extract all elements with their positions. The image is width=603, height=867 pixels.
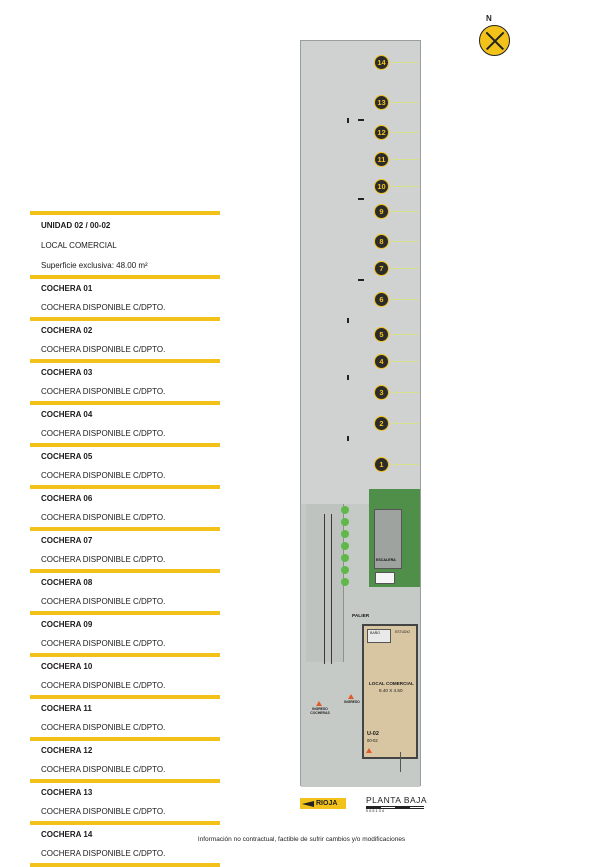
garage-detail: COCHERA DISPONIBLE C/DPTO. [41, 807, 166, 816]
garage-list [30, 275, 220, 867]
parking-spot-line [391, 102, 419, 103]
garage-title: COCHERA 13 [41, 788, 93, 797]
street-name: RIOJA [316, 800, 338, 807]
hedge [341, 530, 349, 538]
garage-title: COCHERA 05 [41, 452, 93, 461]
local-label: LOCAL COMERCIAL [369, 681, 414, 686]
stair-label: ESCALERA [376, 558, 396, 562]
garage-title: COCHERA 12 [41, 746, 93, 755]
ingreso-label: INGRESO [344, 700, 360, 704]
parking-spot-number: 12 [374, 125, 389, 140]
ingreso-cocheras-label: INGRESO COCHERAS [310, 707, 330, 715]
garage-title: COCHERA 04 [41, 410, 93, 419]
garage-area [301, 41, 420, 504]
elevator [375, 572, 395, 584]
garage-title: COCHERA 14 [41, 830, 93, 839]
parking-spot-line [391, 211, 419, 212]
hedge [341, 566, 349, 574]
parking-spot-line [391, 241, 419, 242]
parking-spot-line [391, 299, 419, 300]
garage-title: COCHERA 01 [41, 284, 93, 293]
column-mark [347, 436, 349, 441]
plan-title: PLANTA BAJA [366, 795, 428, 805]
parking-spot-number: 11 [374, 152, 389, 167]
column-mark [358, 198, 364, 200]
garage-detail: COCHERA DISPONIBLE C/DPTO. [41, 639, 166, 648]
hedge [341, 542, 349, 550]
parking-spot-number: 4 [374, 354, 389, 369]
unit-block [30, 215, 220, 275]
garage-detail: COCHERA DISPONIBLE C/DPTO. [41, 597, 166, 606]
palier-label: PALIER [352, 614, 370, 619]
local-code: U-02 [367, 731, 379, 737]
garage-title: COCHERA 08 [41, 578, 93, 587]
hedge [341, 506, 349, 514]
garage-detail: COCHERA DISPONIBLE C/DPTO. [41, 471, 166, 480]
parking-spot-line [391, 159, 419, 160]
column-mark [347, 118, 349, 123]
parking-spot-number: 5 [374, 327, 389, 342]
garage-title: COCHERA 02 [41, 326, 93, 335]
column-mark [358, 279, 364, 281]
parking-spot-number: 3 [374, 385, 389, 400]
garage-detail: COCHERA DISPONIBLE C/DPTO. [41, 345, 166, 354]
garage-detail: COCHERA DISPONIBLE C/DPTO. [41, 849, 166, 858]
divider [30, 863, 220, 867]
column-mark [358, 119, 364, 121]
garage-title: COCHERA 10 [41, 662, 93, 671]
entry-arrow-icon [366, 748, 372, 753]
column-mark [347, 318, 349, 323]
garage-detail: COCHERA DISPONIBLE C/DPTO. [41, 555, 166, 564]
floor-plan [300, 40, 421, 786]
disclaimer: Información no contractual, factible de sufrir cambios y/o modificaciones [197, 836, 406, 843]
parking-spot-number: 14 [374, 55, 389, 70]
local-dims: 8.40 X 4.50 [379, 688, 403, 693]
parking-spot-number: 6 [374, 292, 389, 307]
compass-icon [479, 14, 510, 56]
staircase [374, 509, 402, 569]
street-label [300, 798, 346, 809]
parking-spot-line [391, 186, 419, 187]
local-comercial [362, 624, 418, 759]
unit-surface: Superficie exclusiva: 48.00 m² [41, 260, 148, 270]
parking-spot-number: 9 [374, 204, 389, 219]
ramp-line [331, 514, 332, 664]
parking-spot-number: 2 [374, 416, 389, 431]
garage-title: COCHERA 06 [41, 494, 93, 503]
garage-title: COCHERA 09 [41, 620, 93, 629]
bano-room: BAÑO [367, 629, 391, 643]
garage-detail: COCHERA DISPONIBLE C/DPTO. [41, 765, 166, 774]
column-mark [347, 375, 349, 380]
garage-title: COCHERA 11 [41, 704, 92, 713]
unit-type: LOCAL COMERCIAL [41, 240, 117, 250]
garage-title: COCHERA 03 [41, 368, 93, 377]
ground-floor-area [301, 504, 420, 787]
parking-spot-number: 13 [374, 95, 389, 110]
unit-code: UNIDAD 02 / 00-02 [41, 220, 111, 230]
parking-spot-number: 1 [374, 457, 389, 472]
parking-spot-line [391, 268, 419, 269]
parking-spot-number: 10 [374, 179, 389, 194]
parking-spot-number: 8 [374, 234, 389, 249]
parking-spot-line [391, 361, 419, 362]
north-label: N [486, 14, 492, 23]
local-subcode: 00-02 [367, 738, 378, 743]
entry-step [400, 752, 418, 772]
parking-spot-line [391, 132, 419, 133]
garage-detail: COCHERA DISPONIBLE C/DPTO. [41, 513, 166, 522]
garage-detail: COCHERA DISPONIBLE C/DPTO. [41, 387, 166, 396]
ramp-line [324, 514, 325, 664]
garage-detail: COCHERA DISPONIBLE C/DPTO. [41, 723, 166, 732]
parking-spot-number: 7 [374, 261, 389, 276]
garage-detail: COCHERA DISPONIBLE C/DPTO. [41, 303, 166, 312]
garage-detail: COCHERA DISPONIBLE C/DPTO. [41, 429, 166, 438]
scale-ticks: 0 0.5 1 3 4 [366, 809, 384, 813]
parking-spot-line [391, 392, 419, 393]
parking-spot-line [391, 334, 419, 335]
hedge [341, 578, 349, 586]
estudio-room: ESTUDIO [395, 630, 411, 634]
entry-arrow-icon [316, 701, 322, 706]
garage-title: COCHERA 07 [41, 536, 93, 545]
unit-info-table [30, 211, 220, 867]
access-ramp [306, 504, 344, 662]
arrow-left-icon [302, 801, 314, 807]
parking-spot-line [391, 423, 419, 424]
entry-arrow-icon [348, 694, 354, 699]
parking-spot-line [391, 464, 419, 465]
hedge [341, 554, 349, 562]
hedge [341, 518, 349, 526]
garage-detail: COCHERA DISPONIBLE C/DPTO. [41, 681, 166, 690]
parking-spot-line [391, 62, 419, 63]
